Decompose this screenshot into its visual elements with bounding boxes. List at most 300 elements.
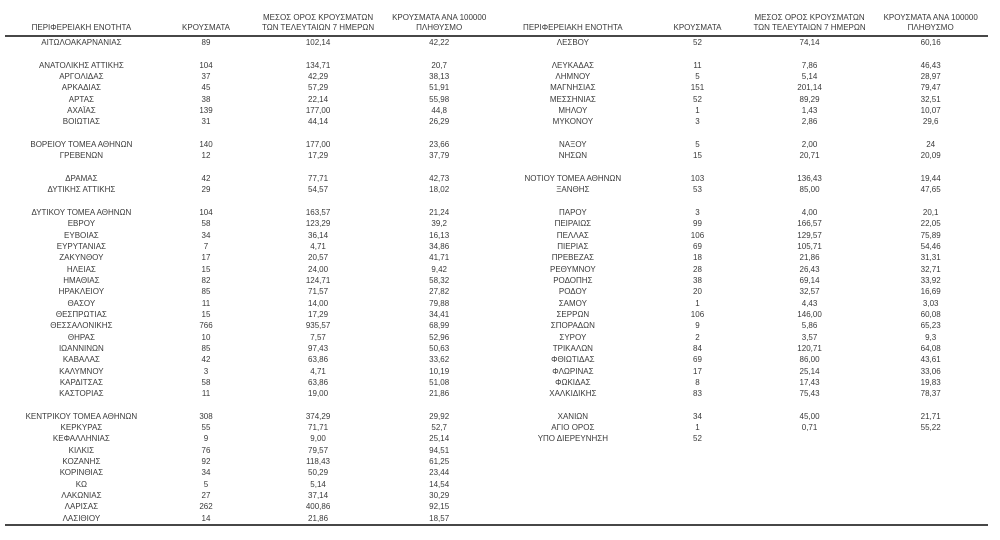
right-region-cell: ΥΠΟ ΔΙΕΡΕΥΝΗΣΗ xyxy=(537,434,608,444)
left-cases-cell: 14 xyxy=(201,513,211,523)
left-cases-per-100k-cell: 18,57 xyxy=(429,513,450,523)
left-cases-per-100k-cell: 68,99 xyxy=(429,321,450,331)
left-cases-cell: 76 xyxy=(201,445,211,455)
table-row xyxy=(5,366,988,377)
right-avg-7day-cell: 3,57 xyxy=(801,332,818,342)
right-avg-7day-cell: 86,00 xyxy=(799,355,820,365)
left-cases-per-100k-cell: 20,7 xyxy=(431,60,447,70)
header-region-right xyxy=(496,13,649,36)
left-cases-per-100k-cell: 23,44 xyxy=(429,468,450,478)
left-avg-7day-cell: 44,14 xyxy=(308,117,329,127)
right-cases-cell: 52 xyxy=(693,38,702,47)
left-region-cell: ΒΟΡΕΙΟΥ ΤΟΜΕΑ ΑΘΗΝΩΝ xyxy=(30,139,133,149)
left-cases-per-100k-cell: 44,8 xyxy=(431,105,447,115)
left-avg-7day-cell: 123,29 xyxy=(305,219,331,229)
right-cases-cell: 69 xyxy=(693,355,702,365)
left-avg-7day-cell: 374,29 xyxy=(305,411,331,421)
left-region-cell: ΕΒΡΟΥ xyxy=(67,219,96,229)
left-cases-per-100k-cell: 58,32 xyxy=(429,275,450,285)
right-cases-cell: 103 xyxy=(690,173,705,183)
left-avg-7day-cell: 400,86 xyxy=(305,502,331,512)
header-avg-7day-left xyxy=(254,13,382,36)
right-cases-per-100k-cell xyxy=(873,445,988,456)
right-avg-7day-cell: 75,43 xyxy=(799,389,820,399)
left-region-cell: ΚΕΝΤΡΙΚΟΥ ΤΟΜΕΑ ΑΘΗΝΩΝ xyxy=(25,411,138,421)
right-avg-7day-cell: 7,86 xyxy=(801,60,818,70)
spacer-cell xyxy=(5,128,988,139)
right-region-cell: ΧΑΛΚΙΔΙΚΗΣ xyxy=(549,389,597,399)
left-avg-7day-cell: 54,57 xyxy=(308,185,329,195)
right-cases-per-100k-cell xyxy=(873,490,988,501)
right-avg-7day-cell xyxy=(746,456,874,467)
right-avg-7day-cell: 166,57 xyxy=(797,219,822,229)
right-avg-7day-cell: 21,86 xyxy=(799,253,820,263)
right-region-cell: ΠΕΛΛΑΣ xyxy=(556,230,589,240)
right-avg-7day-cell xyxy=(746,479,874,490)
left-region-cell: ΚΑΒΑΛΑΣ xyxy=(62,355,100,365)
right-region-cell: ΝΑΞΟΥ xyxy=(559,139,587,149)
right-cases-per-100k-cell xyxy=(873,456,988,467)
left-avg-7day-cell: 21,86 xyxy=(308,513,329,523)
right-cases-per-100k-cell: 29,6 xyxy=(922,117,939,127)
table-row xyxy=(5,411,988,422)
left-avg-7day-cell: 37,14 xyxy=(308,491,329,501)
left-cases-cell: 27 xyxy=(201,491,211,501)
table-row xyxy=(5,184,988,195)
left-region-cell: ΓΡΕΒΕΝΩΝ xyxy=(59,151,104,161)
left-cases-cell: 29 xyxy=(201,185,211,195)
right-avg-7day-cell xyxy=(746,445,874,456)
right-cases-cell: 38 xyxy=(693,275,702,285)
right-cases-cell: 3 xyxy=(695,117,700,127)
spacer-row xyxy=(5,400,988,411)
table-header xyxy=(5,13,988,36)
left-avg-7day-cell: 24,00 xyxy=(308,264,329,274)
right-avg-7day-cell: 4,00 xyxy=(801,207,818,217)
table-row xyxy=(5,139,988,150)
left-cases-per-100k-cell: 27,82 xyxy=(429,287,450,297)
right-region-cell: ΠΑΡΟΥ xyxy=(558,207,587,217)
right-cases-per-100k-cell: 33,92 xyxy=(920,275,941,285)
table-row xyxy=(5,354,988,365)
table-row xyxy=(5,173,988,184)
left-avg-7day-cell: 63,86 xyxy=(308,355,329,365)
header-cases-right-label: ΚΡΟΥΣΜΑΤΑ xyxy=(673,23,722,32)
right-cases-cell: 151 xyxy=(690,83,705,93)
right-region-cell: ΜΥΚΟΝΟΥ xyxy=(552,117,594,127)
right-region-cell xyxy=(496,490,649,501)
table-row xyxy=(5,252,988,263)
right-avg-7day-cell: 32,57 xyxy=(799,287,820,297)
left-cases-per-100k-cell: 26,29 xyxy=(429,117,450,127)
left-avg-7day-cell: 36,14 xyxy=(308,230,329,240)
left-avg-7day-cell: 71,57 xyxy=(308,287,329,297)
left-region-cell: ΑΝΑΤΟΛΙΚΗΣ ΑΤΤΙΚΗΣ xyxy=(38,60,124,70)
left-cases-per-100k-cell: 9,42 xyxy=(431,264,447,274)
left-avg-7day-cell: 5,14 xyxy=(310,479,326,489)
right-cases-cell: 2 xyxy=(695,332,700,342)
left-region-cell: ΚΑΛΥΜΝΟΥ xyxy=(59,366,104,376)
right-avg-7day-cell: 201,14 xyxy=(797,83,822,93)
right-region-cell xyxy=(496,513,649,525)
right-avg-7day-cell: 26,43 xyxy=(799,264,820,274)
left-avg-7day-cell: 22,14 xyxy=(308,94,329,104)
spacer-cell xyxy=(5,162,988,173)
left-cases-cell: 12 xyxy=(201,151,211,161)
right-cases-cell: 28 xyxy=(693,264,702,274)
right-cases-per-100k-cell: 3,03 xyxy=(922,298,939,308)
right-avg-7day-cell: 120,71 xyxy=(797,343,822,353)
left-cases-cell: 34 xyxy=(201,230,211,240)
left-cases-cell: 89 xyxy=(201,38,211,47)
right-cases-per-100k-cell xyxy=(873,501,988,512)
table-row xyxy=(5,490,988,501)
right-avg-7day-cell xyxy=(746,433,874,444)
right-cases-per-100k-cell: 22,05 xyxy=(920,219,941,229)
left-avg-7day-cell: 63,86 xyxy=(308,377,329,387)
left-cases-per-100k-cell: 34,86 xyxy=(429,241,450,251)
left-cases-cell: 45 xyxy=(201,83,211,93)
left-avg-7day-cell: 4,71 xyxy=(310,241,326,251)
right-cases-per-100k-cell: 55,22 xyxy=(920,423,941,433)
right-cases-per-100k-cell: 21,71 xyxy=(920,411,941,421)
right-region-cell: ΤΡΙΚΑΛΩΝ xyxy=(552,343,593,353)
header-cases-right xyxy=(649,13,745,36)
left-region-cell: ΔΡΑΜΑΣ xyxy=(65,173,98,183)
right-cases-cell xyxy=(649,513,745,525)
right-cases-cell: 69 xyxy=(693,241,702,251)
header-cases-left-label: ΚΡΟΥΣΜΑΤΑ xyxy=(182,23,230,32)
left-cases-per-100k-cell: 52,7 xyxy=(431,423,447,433)
right-cases-per-100k-cell: 24 xyxy=(926,139,936,149)
right-region-cell: ΠΕΙΡΑΙΩΣ xyxy=(554,219,592,229)
table-row xyxy=(5,332,988,343)
table-row xyxy=(5,36,988,48)
table-row xyxy=(5,422,988,433)
left-region-cell: ΘΑΣΟΥ xyxy=(67,298,96,308)
left-region-cell: ΙΩΑΝΝΙΝΩΝ xyxy=(58,343,104,353)
table-row xyxy=(5,513,988,525)
left-cases-cell: 31 xyxy=(201,117,211,127)
left-avg-7day-cell: 71,71 xyxy=(308,423,329,433)
right-cases-per-100k-cell: 31,31 xyxy=(920,253,941,263)
left-cases-per-100k-cell: 92,15 xyxy=(429,502,450,512)
left-cases-per-100k-cell: 10,19 xyxy=(429,366,450,376)
left-region-cell: ΕΥΡΥΤΑΝΙΑΣ xyxy=(56,241,107,251)
left-region-cell: ΘΕΣΣΑΛΟΝΙΚΗΣ xyxy=(50,321,113,331)
left-avg-7day-cell: 77,71 xyxy=(308,173,329,183)
table-row xyxy=(5,105,988,116)
left-cases-per-100k-cell: 55,98 xyxy=(429,94,450,104)
spacer-row xyxy=(5,196,988,207)
right-region-cell: ΡΟΔΟΠΗΣ xyxy=(553,275,593,285)
right-region-cell: ΛΕΥΚΑΔΑΣ xyxy=(551,60,594,70)
right-cases-cell: 1 xyxy=(695,298,700,308)
table-row xyxy=(5,320,988,331)
right-avg-7day-cell: 105,71 xyxy=(797,241,822,251)
table-row xyxy=(5,501,988,512)
left-cases-cell: 140 xyxy=(199,139,213,149)
left-region-cell: ΛΑΣΙΘΙΟΥ xyxy=(62,513,101,523)
right-cases-cell: 106 xyxy=(690,309,705,319)
right-avg-7day-cell: 85,00 xyxy=(799,185,820,195)
left-cases-cell: 37 xyxy=(201,71,211,81)
spacer-row xyxy=(5,48,988,59)
right-avg-7day-cell: 5,14 xyxy=(801,71,818,81)
header-avg-7day-right-line2: ΤΩΝ ΤΕΛΕΥΤΑΙΩΝ 7 ΗΜΕΡΩΝ xyxy=(753,23,866,32)
left-cases-cell: 139 xyxy=(199,105,213,115)
left-region-cell: ΔΥΤΙΚΟΥ ΤΟΜΕΑ ΑΘΗΝΩΝ xyxy=(31,207,132,217)
header-cases-left xyxy=(158,13,254,36)
left-cases-cell: 82 xyxy=(201,275,211,285)
right-avg-7day-cell xyxy=(746,513,874,525)
table-row xyxy=(5,150,988,161)
left-cases-per-100k-cell: 33,62 xyxy=(429,355,450,365)
right-cases-per-100k-cell: 28,97 xyxy=(920,71,941,81)
right-region-cell: ΛΕΣΒΟΥ xyxy=(556,38,589,47)
left-cases-per-100k-cell: 14,54 xyxy=(429,479,450,489)
right-avg-7day-cell: 17,43 xyxy=(799,377,820,387)
left-avg-7day-cell: 14,00 xyxy=(308,298,329,308)
right-region-cell: ΣΥΡΟΥ xyxy=(559,332,587,342)
left-avg-7day-cell: 163,57 xyxy=(305,207,331,217)
spacer-cell xyxy=(5,400,988,411)
table-row xyxy=(5,388,988,399)
table-row xyxy=(5,298,988,309)
table-row xyxy=(5,241,988,252)
right-cases-cell: 9 xyxy=(695,321,700,331)
header-per-100k-left xyxy=(382,13,497,36)
right-cases-per-100k-cell: 43,61 xyxy=(920,355,941,365)
right-cases-cell xyxy=(649,467,745,478)
right-region-cell: ΜΕΣΣΗΝΙΑΣ xyxy=(549,94,596,104)
spacer-cell xyxy=(5,196,988,207)
header-avg-7day-right xyxy=(746,13,874,36)
spacer-cell xyxy=(5,48,988,59)
right-cases-per-100k-cell: 19,44 xyxy=(920,173,941,183)
right-avg-7day-cell: 25,14 xyxy=(799,366,820,376)
left-cases-per-100k-cell: 94,51 xyxy=(429,445,450,455)
right-cases-cell xyxy=(649,490,745,501)
left-cases-per-100k-cell: 38,13 xyxy=(429,71,450,81)
right-region-cell: ΣΕΡΡΩΝ xyxy=(556,309,590,319)
left-region-cell: ΗΡΑΚΛΕΙΟΥ xyxy=(58,287,105,297)
right-region-cell: ΧΑΝΙΩΝ xyxy=(557,411,589,421)
right-cases-per-100k-cell: 16,69 xyxy=(920,287,941,297)
right-region-cell: ΡΟΔΟΥ xyxy=(558,287,587,297)
left-avg-7day-cell: 9,00 xyxy=(310,434,326,444)
left-cases-per-100k-cell: 37,79 xyxy=(429,151,450,161)
left-cases-per-100k-cell: 21,24 xyxy=(429,207,450,217)
left-cases-per-100k-cell: 30,29 xyxy=(429,491,450,501)
right-avg-7day-cell: 89,29 xyxy=(799,94,820,104)
left-avg-7day-cell: 42,29 xyxy=(308,71,329,81)
right-cases-cell: 17 xyxy=(693,366,702,376)
left-cases-cell: 308 xyxy=(199,411,213,421)
right-region-cell: ΦΩΚΙΔΑΣ xyxy=(555,377,591,387)
right-cases-per-100k-cell: 32,51 xyxy=(920,94,941,104)
right-avg-7day-cell: 136,43 xyxy=(797,173,822,183)
right-cases-cell: 3 xyxy=(695,207,700,217)
left-avg-7day-cell: 177,00 xyxy=(305,139,331,149)
right-region-cell: ΡΕΘΥΜΝΟΥ xyxy=(549,264,596,274)
right-cases-cell: 34 xyxy=(693,411,702,421)
left-region-cell: ΔΥΤΙΚΗΣ ΑΤΤΙΚΗΣ xyxy=(47,185,116,195)
header-region-left-label: ΠΕΡΙΦΕΡΕΙΑΚΗ ΕΝΟΤΗΤΑ xyxy=(31,23,132,32)
right-cases-per-100k-cell: 32,71 xyxy=(920,264,941,274)
right-region-cell xyxy=(496,467,649,478)
table-row xyxy=(5,275,988,286)
left-cases-cell: 15 xyxy=(201,309,211,319)
right-cases-per-100k-cell: 47,65 xyxy=(920,185,941,195)
right-cases-cell xyxy=(649,456,745,467)
left-cases-per-100k-cell: 39,2 xyxy=(431,219,447,229)
right-cases-cell: 18 xyxy=(693,253,702,263)
left-cases-per-100k-cell: 52,96 xyxy=(429,332,450,342)
left-cases-cell: 85 xyxy=(201,287,211,297)
table-row xyxy=(5,82,988,93)
left-cases-per-100k-cell: 50,63 xyxy=(429,343,450,353)
left-cases-cell: 10 xyxy=(201,332,211,342)
left-cases-cell: 7 xyxy=(203,241,209,251)
left-cases-per-100k-cell: 18,02 xyxy=(429,185,450,195)
header-per-100k-right-line1: ΚΡΟΥΣΜΑΤΑ ΑΝΑ 100000 xyxy=(883,13,978,22)
left-region-cell: ΖΑΚΥΝΘΟΥ xyxy=(59,253,104,263)
right-cases-cell: 52 xyxy=(693,94,702,104)
right-cases-per-100k-cell: 46,43 xyxy=(920,60,941,70)
right-cases-per-100k-cell: 65,23 xyxy=(920,321,941,331)
table-row xyxy=(5,60,988,71)
right-avg-7day-cell xyxy=(746,501,874,512)
left-region-cell: ΚΕΡΚΥΡΑΣ xyxy=(60,423,103,433)
header-row xyxy=(5,13,988,36)
right-cases-per-100k-cell: 20,09 xyxy=(920,151,941,161)
right-cases-per-100k-cell: 75,89 xyxy=(920,230,941,240)
table-row xyxy=(5,286,988,297)
left-cases-cell: 11 xyxy=(201,389,211,399)
right-avg-7day-cell xyxy=(746,467,874,478)
left-avg-7day-cell: 118,43 xyxy=(306,457,330,467)
left-region-cell: ΛΑΡΙΣΑΣ xyxy=(64,502,99,512)
header-region-right-label: ΠΕΡΙΦΕΡΕΙΑΚΗ ΕΝΟΤΗΤΑ xyxy=(523,23,623,32)
right-cases-per-100k-cell xyxy=(873,479,988,490)
table-body xyxy=(5,36,988,525)
right-avg-7day-cell: 0,71 xyxy=(801,423,818,433)
table-row xyxy=(5,456,988,467)
right-region-cell: ΠΡΕΒΕΖΑΣ xyxy=(551,253,594,263)
left-region-cell: ΚΑΣΤΟΡΙΑΣ xyxy=(59,389,104,399)
left-cases-per-100k-cell: 41,71 xyxy=(429,253,450,263)
left-cases-cell: 34 xyxy=(201,468,211,478)
header-avg-7day-left-line1: ΜΕΣΟΣ ΟΡΟΣ ΚΡΟΥΣΜΑΤΩΝ xyxy=(263,13,374,22)
left-cases-cell: 85 xyxy=(201,343,211,353)
right-cases-per-100k-cell xyxy=(873,467,988,478)
table-row xyxy=(5,433,988,444)
left-avg-7day-cell: 19,00 xyxy=(308,389,329,399)
left-region-cell: ΒΟΙΩΤΙΑΣ xyxy=(62,117,100,127)
right-cases-per-100k-cell: 54,46 xyxy=(920,241,941,251)
right-cases-cell: 15 xyxy=(693,151,702,161)
spacer-row xyxy=(5,128,988,139)
right-cases-cell: 11 xyxy=(693,60,702,70)
right-cases-per-100k-cell: 33,06 xyxy=(920,366,941,376)
left-region-cell: ΚΑΡΔΙΤΣΑΣ xyxy=(59,377,103,387)
left-avg-7day-cell: 935,57 xyxy=(305,321,331,331)
table-row xyxy=(5,309,988,320)
right-avg-7day-cell: 146,00 xyxy=(797,309,822,319)
left-cases-per-100k-cell: 51,08 xyxy=(429,377,450,387)
right-cases-per-100k-cell: 60,16 xyxy=(920,38,941,47)
left-cases-cell: 38 xyxy=(201,94,211,104)
table-row xyxy=(5,230,988,241)
left-cases-cell: 42 xyxy=(201,355,211,365)
header-region-left xyxy=(5,13,158,36)
left-cases-cell: 9 xyxy=(203,434,209,444)
spacer-row xyxy=(5,162,988,173)
left-avg-7day-cell: 177,00 xyxy=(305,105,331,115)
left-avg-7day-cell: 4,71 xyxy=(310,366,326,376)
left-avg-7day-cell: 134,71 xyxy=(305,60,331,70)
right-region-cell: ΝΗΣΩΝ xyxy=(558,151,587,161)
left-region-cell: ΛΑΚΩΝΙΑΣ xyxy=(61,491,102,501)
left-region-cell: ΘΕΣΠΡΩΤΙΑΣ xyxy=(55,309,107,319)
left-cases-per-100k-cell: 61,25 xyxy=(429,457,450,467)
left-cases-cell: 5 xyxy=(203,479,209,489)
right-cases-per-100k-cell xyxy=(873,433,988,444)
left-region-cell: ΗΜΑΘΙΑΣ xyxy=(63,275,100,285)
right-cases-per-100k-cell: 78,37 xyxy=(920,389,941,399)
left-cases-cell: 17 xyxy=(201,253,211,263)
left-avg-7day-cell: 97,43 xyxy=(308,343,329,353)
right-cases-per-100k-cell xyxy=(873,513,988,525)
left-cases-cell: 58 xyxy=(201,377,211,387)
left-cases-cell: 3 xyxy=(203,366,209,376)
left-region-cell: ΚΕΦΑΛΛΗΝΙΑΣ xyxy=(52,434,110,444)
left-cases-cell: 766 xyxy=(199,321,213,331)
table-row xyxy=(5,218,988,229)
table-row xyxy=(5,377,988,388)
left-region-cell: ΘΗΡΑΣ xyxy=(67,332,95,342)
right-cases-cell: 83 xyxy=(693,389,702,399)
right-cases-cell xyxy=(649,445,745,456)
left-cases-per-100k-cell: 42,22 xyxy=(429,38,450,47)
left-avg-7day-cell: 7,57 xyxy=(310,332,326,342)
right-avg-7day-cell: 20,71 xyxy=(799,151,820,161)
table-row xyxy=(5,71,988,82)
right-avg-7day-cell: 69,14 xyxy=(799,275,820,285)
right-cases-cell: 1 xyxy=(695,423,700,433)
right-cases-per-100k-cell: 9,3 xyxy=(925,332,937,342)
right-avg-7day-cell: 4,43 xyxy=(801,298,818,308)
table-row xyxy=(5,479,988,490)
left-cases-per-100k-cell: 34,41 xyxy=(429,309,450,319)
left-cases-cell: 58 xyxy=(201,219,211,229)
right-avg-7day-cell: 2,00 xyxy=(801,139,818,149)
right-region-cell xyxy=(496,479,649,490)
right-cases-per-100k-cell: 20,1 xyxy=(922,207,939,217)
left-cases-cell: 55 xyxy=(201,423,211,433)
table-row xyxy=(5,264,988,275)
left-avg-7day-cell: 17,29 xyxy=(308,151,329,161)
left-avg-7day-cell: 50,29 xyxy=(308,468,329,478)
right-cases-cell: 106 xyxy=(690,230,705,240)
right-region-cell: ΦΘΙΩΤΙΔΑΣ xyxy=(551,355,595,365)
left-region-cell: ΑΡΚΑΔΙΑΣ xyxy=(61,83,101,93)
right-avg-7day-cell: 45,00 xyxy=(799,411,820,421)
right-cases-cell xyxy=(649,479,745,490)
right-cases-cell xyxy=(649,501,745,512)
left-region-cell: ΚΙΛΚΙΣ xyxy=(68,445,95,455)
